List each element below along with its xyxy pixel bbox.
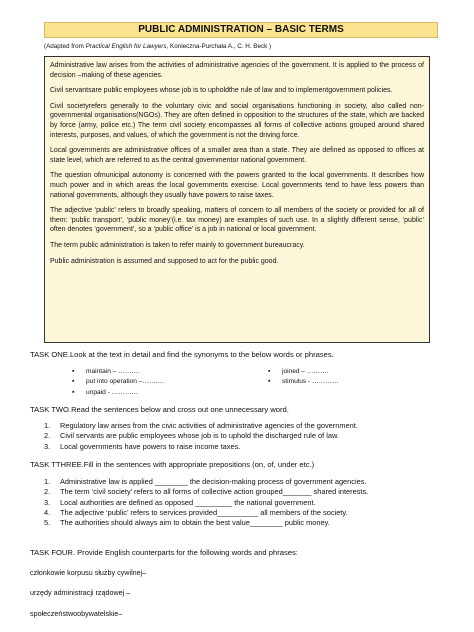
list-item: 2. The term ‘civil society’ refers to all forms of collective action grouped_______ shared interests. [44, 487, 369, 497]
task-one-item: ▪ unpaid - ………… [86, 388, 138, 398]
definition-public-good: Public administration is assumed and supposed to act for the public good. [50, 257, 279, 265]
task-one-item: ▪ put into operation –………. [86, 377, 164, 387]
task-four-item: członkowie korpusu służby cywilnej– [30, 568, 147, 577]
list-item: 5. The authorities should always aim to obtain the best value________ public money. [44, 518, 330, 528]
list-item: 1. Regulatory law arises from the civic activities of administrative agencies of the government. [44, 421, 358, 430]
task-four-item: społeczeństwoobywatelskie– [30, 609, 123, 618]
task-two-heading: TASK TWO.Read the sentences below and cross out one unnecessary word. [30, 405, 289, 414]
task-one-item: ▪ joined – ………. [282, 367, 329, 377]
task-one-item: ▪ stimulus - ………… [282, 377, 338, 387]
definition-local-governments: Local governments are administrative offices of a smaller area than a state. They are defined as opposed to offices at state level, which are referred to as the central governmentor national government. [50, 147, 424, 164]
definitions-box [44, 56, 430, 343]
definition-municipal-autonomy: The question ofmunicipal autonomy is concerned with the powers granted to the local governments. It describes how much power and in which areas the local governments exercise. Local governments tend to have less powers than national governments, although they usually have powers to raise taxes. [50, 172, 424, 199]
source-note [44, 43, 271, 50]
list-item: 2. Civil servants are public employees whose job is to uphold the discharged rule of law. [44, 431, 339, 441]
task-three-heading: TASK TTHREE.Fill in the sentences with appropriate prepositions (on, of, under etc.) [30, 460, 315, 469]
definition-civil-society: Civil societyrefers generally to the voluntary civic and social organisations functioning in society, also called non-governmental organisations(NGOs). They are often defined in opposition to the structures of the state, which are backed by force (army, police etc.) The term civil society encompasses all forms of collective actions grouped around shared interests, purposes, and values, of which the government is not the driving force. [50, 102, 424, 139]
task-one-item: ▪ maintain – ………. [86, 367, 140, 377]
task-three-list [44, 477, 390, 528]
task-four-heading: TASK FOUR. Provide English counterparts for the following words and phrases: [30, 548, 298, 557]
definition-public: The adjective ‘public’ refers to broadly speaking, matters of concern to all members of the society or provided for all of them: ‘public transport’, ‘public money’(i.e. tax money) are examples of such use. In a slightly different sense, ‘public’ often denotes ‘government’, so a ‘public office’ is a job in national or local government. [50, 207, 424, 234]
task-one-heading: TASK ONE.Look at the text in detail and find the synonyms to the below words or phrases. [30, 350, 334, 359]
list-item: 3. Local authorities are defined as opposed _________ the national government. [44, 497, 316, 507]
list-item: 1. Administrative law is applied ________ the decision-making process of government agencies. [44, 477, 367, 486]
source-prefix: (Adapted from [44, 43, 86, 50]
task-four-item: urzędy administracji rządowej – [30, 588, 131, 597]
source-book-title: Practical English for Lawyers [85, 43, 167, 50]
list-item: 4. The adjective ‘public’ refers to services provided__________ all members of the society. [44, 507, 348, 517]
definition-administrative-law: Administrative law arises from the activities of administrative agencies of the government. It is applied to the process of decision –making of these agencies. [50, 62, 424, 79]
definition-public-administration: The term public administration is taken to refer mainly to government bureaucracy. [50, 241, 305, 249]
page-title: PUBLIC ADMINISTRATION – BASIC TERMS [44, 22, 438, 38]
list-item: 3. Local governments have powers to raise income taxes. [44, 441, 241, 451]
definition-civil-servants: Civil servantsare public employees whose job is to upholdthe rule of law and to implementgovernment policies. [50, 87, 393, 95]
source-suffix: , Konieczna-Purchała A., C. H. Beck ) [166, 43, 272, 50]
task-two-list [44, 421, 440, 452]
